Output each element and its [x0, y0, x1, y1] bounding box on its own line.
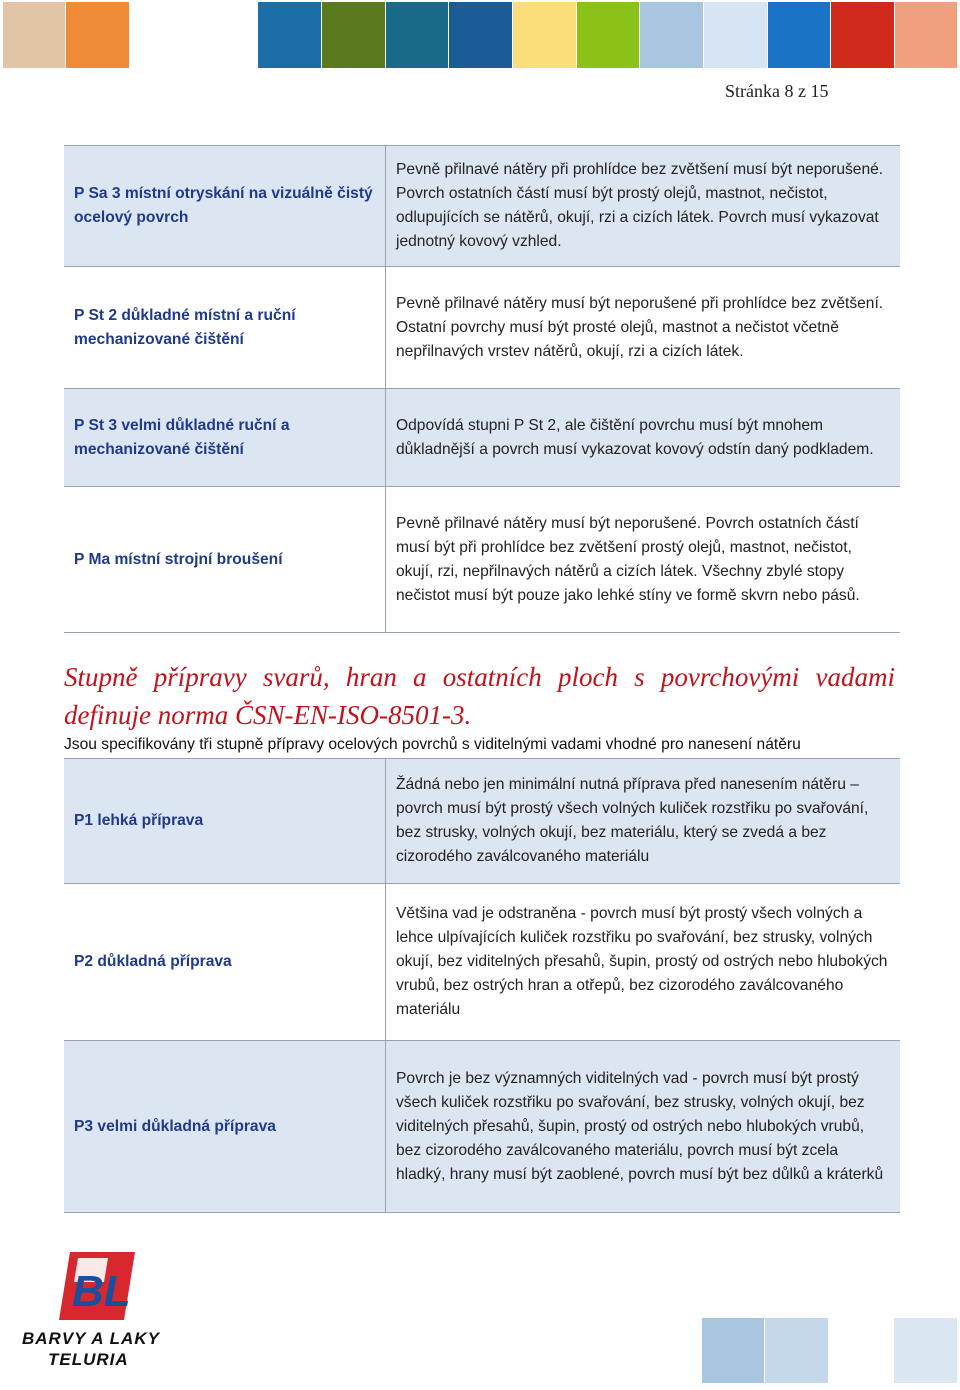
- table-row: [64, 267, 900, 389]
- section-intro: Jsou specifikovány tři stupně přípravy ocelových povrchů s viditelnými vadami vhodné pro nanesení nátěru: [64, 736, 801, 753]
- color-block: [577, 2, 639, 68]
- grade-description: Pevně přilnavé nátěry při prohlídce bez zvětšení musí být neporušené. Povrch ostatních částí musí být prostý olejů, mastnot, nečistot, odlupujících se nátěrů, okují, rzi a cizích látek. Povrch musí vykazovat jednotný kovový vzhled.: [386, 146, 901, 267]
- logo-mark-icon: [20, 1248, 170, 1373]
- table-row: [64, 1041, 900, 1213]
- cleaning-grades-table: [64, 145, 900, 633]
- color-block: [322, 2, 385, 68]
- color-block: [513, 2, 576, 68]
- table-row: [64, 389, 900, 487]
- color-block: [3, 2, 65, 68]
- color-block: [258, 2, 321, 68]
- logo-text-line2: TELURIA: [48, 1350, 129, 1369]
- section-heading: Stupně přípravy svarů, hran a ostatních ploch s povrchovými vadami definuje norma ČSN-EN-ISO-8501-3.: [64, 662, 895, 730]
- color-block: [768, 2, 830, 68]
- table-row: [64, 884, 900, 1041]
- table-row: [64, 146, 900, 267]
- color-block: [895, 2, 957, 68]
- header-color-bar: [0, 2, 960, 68]
- grade-label: P3 velmi důkladná příprava: [64, 1041, 386, 1213]
- logo-text-line1: BARVY A LAKY: [22, 1329, 160, 1348]
- color-block: [704, 2, 767, 68]
- color-block: [449, 2, 512, 68]
- grade-description: Odpovídá stupni P St 2, ale čištění povrchu musí být mnohem důkladnější a povrch musí vykazovat kovový odstín daný podkladem.: [386, 389, 901, 487]
- grade-label: P St 2 důkladné místní a ruční mechanizované čištění: [64, 267, 386, 389]
- table-row: [64, 487, 900, 633]
- grade-description: Povrch je bez významných viditelných vad - povrch musí být prostý všech kuliček rozstřiku po svařování, bez strusky, volných okují, bez viditelných přesahů, šupin, prostý od ostrých nebo hlubokých vrubů, bez cizorodého zaválcovaného materiálu, povrch musí být zcela hladký, hrany musí být zaoblené, povrch musí být bez důlků a kráterků: [386, 1041, 901, 1213]
- page-number: Stránka 8 z 15: [725, 81, 829, 101]
- preparation-grades-table: [64, 758, 900, 1213]
- grade-description: Žádná nebo jen minimální nutná příprava před nanesením nátěru – povrch musí být prostý všech volných kuliček rozstřiku po svařování, bez strusky, volných okují, bez materiálu, který se zvedá a bez cizorodého zaválcovaného materiálu: [386, 759, 901, 884]
- grade-label: P St 3 velmi důkladné ruční a mechanizované čištění: [64, 389, 386, 487]
- color-block: [765, 1318, 828, 1383]
- grade-description: Pevně přilnavé nátěry musí být neporušené při prohlídce bez zvětšení. Ostatní povrchy musí být prosté olejů, mastnot a nečistot včetně nepřilnavých vrstev nátěrů, okují, rzi a cizích látek.: [386, 267, 901, 389]
- grade-label: P Sa 3 místní otryskání na vizuálně čistý ocelový povrch: [64, 146, 386, 267]
- company-logo: [20, 1248, 170, 1373]
- grade-description: Pevně přilnavé nátěry musí být neporušené. Povrch ostatních částí musí být při prohlídce bez zvětšení prostý olejů, mastnot, nečistot, okují, rzi, nepřilnavých nátěrů a cizích látek. Všechny zbylé stopy nečistot musí být pouze jako lehké stíny ve formě skvrn nebo pásů.: [386, 487, 901, 633]
- color-block: [640, 2, 703, 68]
- color-block: [702, 1318, 764, 1383]
- logo-letters: BL: [72, 1267, 131, 1316]
- grade-label: P Ma místní strojní broušení: [64, 487, 386, 633]
- color-block: [831, 2, 894, 68]
- table-row: [64, 759, 900, 884]
- color-block: [894, 1318, 957, 1383]
- color-block: [66, 2, 129, 68]
- grade-label: P2 důkladná příprava: [64, 884, 386, 1041]
- grade-description: Většina vad je odstraněna - povrch musí být prostý všech volných a lehce ulpívajících kuliček rozstřiku po svařování, bez strusky, volných okují, bez viditelných přesahů, šupin, prostý od ostrých nebo hlubokých vrubů, bez ostrých hran a otřepů, bez cizorodého zaválcovaného materiálu: [386, 884, 901, 1041]
- color-block: [386, 2, 448, 68]
- grade-label: P1 lehká příprava: [64, 759, 386, 884]
